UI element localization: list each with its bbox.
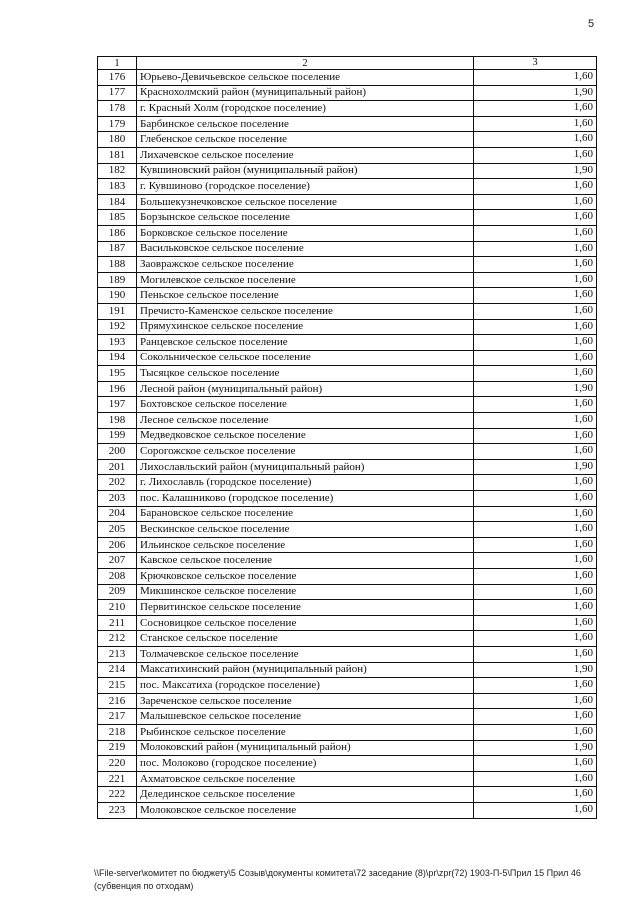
table-row [98,522,597,538]
row-municipality-name: г. Красный Холм (городское поселение) [137,101,474,117]
table-row [98,381,597,397]
row-coefficient-value: 1,60 [474,771,597,787]
row-municipality-name: г. Кувшиново (городское поселение) [137,179,474,195]
row-coefficient-value: 1,60 [474,350,597,366]
row-number: 203 [98,491,137,507]
row-municipality-name: Борзынское сельское поселение [137,210,474,226]
row-coefficient-value: 1,90 [474,662,597,678]
row-municipality-name: Могилевское сельское поселение [137,272,474,288]
row-number: 206 [98,537,137,553]
table-row [98,194,597,210]
row-number: 207 [98,553,137,569]
row-municipality-name: Сорогожское сельское поселение [137,444,474,460]
table-row [98,210,597,226]
row-coefficient-value: 1,60 [474,397,597,413]
table-row [98,709,597,725]
row-coefficient-value: 1,60 [474,179,597,195]
row-coefficient-value: 1,60 [474,288,597,304]
row-municipality-name: Юрьево-Девичьевское сельское поселение [137,70,474,86]
table-row [98,350,597,366]
table-row [98,428,597,444]
row-number: 202 [98,475,137,491]
row-number: 209 [98,584,137,600]
document-footer [94,867,614,893]
table-row [98,600,597,616]
row-municipality-name: Сокольническое сельское поселение [137,350,474,366]
row-number: 186 [98,225,137,241]
row-coefficient-value: 1,60 [474,132,597,148]
table-row [98,397,597,413]
row-number: 216 [98,693,137,709]
table-row [98,802,597,818]
row-number: 217 [98,709,137,725]
row-municipality-name: пос. Калашниково (городское поселение) [137,491,474,507]
table-row [98,303,597,319]
table-row [98,756,597,772]
row-municipality-name: Молоковское сельское поселение [137,802,474,818]
row-coefficient-value: 1,60 [474,537,597,553]
row-coefficient-value: 1,60 [474,646,597,662]
row-municipality-name: Первитинское сельское поселение [137,600,474,616]
row-number: 190 [98,288,137,304]
table-row [98,101,597,117]
row-municipality-name: Лихачевское сельское поселение [137,147,474,163]
row-coefficient-value: 1,60 [474,241,597,257]
row-municipality-name: Молоковский район (муниципальный район) [137,740,474,756]
row-municipality-name: Краснохолмский район (муниципальный район) [137,85,474,101]
footer-file-path: \\File-server\комитет по бюджету\5 Созыв\документы комитета\72 заседание (8)\pr\zpr(72) 1903-П-5\Прил 15 Прил 46 [94,868,581,878]
row-coefficient-value: 1,60 [474,335,597,351]
row-municipality-name: Делединское сельское поселение [137,787,474,803]
table-row [98,444,597,460]
row-coefficient-value: 1,60 [474,413,597,429]
table-row [98,225,597,241]
row-coefficient-value: 1,60 [474,194,597,210]
row-coefficient-value: 1,60 [474,553,597,569]
table-row [98,132,597,148]
row-coefficient-value: 1,90 [474,381,597,397]
row-number: 218 [98,724,137,740]
table-header-row [98,57,597,70]
table-row [98,179,597,195]
row-municipality-name: Глебенское сельское поселение [137,132,474,148]
row-coefficient-value: 1,60 [474,678,597,694]
table-row [98,506,597,522]
row-number: 205 [98,522,137,538]
header-col-3: 3 [474,57,597,70]
row-number: 213 [98,646,137,662]
row-coefficient-value: 1,60 [474,210,597,226]
row-municipality-name: Тысяцкое сельское поселение [137,366,474,382]
row-number: 181 [98,147,137,163]
row-municipality-name: Крючковское сельское поселение [137,569,474,585]
row-municipality-name: Станское сельское поселение [137,631,474,647]
footer-note: (субвенция по отходам) [94,881,194,891]
row-number: 219 [98,740,137,756]
row-coefficient-value: 1,60 [474,615,597,631]
row-coefficient-value: 1,60 [474,116,597,132]
table-row [98,724,597,740]
row-number: 179 [98,116,137,132]
row-number: 183 [98,179,137,195]
table-row [98,272,597,288]
header-col-1: 1 [98,57,137,70]
table-row [98,740,597,756]
table-row [98,787,597,803]
table-row [98,147,597,163]
row-number: 223 [98,802,137,818]
row-coefficient-value: 1,90 [474,163,597,179]
row-number: 182 [98,163,137,179]
row-municipality-name: г. Лихославль (городское поселение) [137,475,474,491]
row-municipality-name: Толмачевское сельское поселение [137,646,474,662]
row-coefficient-value: 1,90 [474,740,597,756]
row-municipality-name: Вескинское сельское поселение [137,522,474,538]
row-number: 192 [98,319,137,335]
row-number: 201 [98,459,137,475]
table-row [98,413,597,429]
row-municipality-name: Пеньское сельское поселение [137,288,474,304]
row-number: 221 [98,771,137,787]
row-municipality-name: Барбинское сельское поселение [137,116,474,132]
row-municipality-name: Васильковское сельское поселение [137,241,474,257]
row-number: 204 [98,506,137,522]
row-coefficient-value: 1,60 [474,600,597,616]
row-municipality-name: Кувшиновский район (муниципальный район) [137,163,474,179]
row-coefficient-value: 1,60 [474,787,597,803]
row-coefficient-value: 1,60 [474,319,597,335]
row-number: 184 [98,194,137,210]
row-municipality-name: Ранцевское сельское поселение [137,335,474,351]
table-row [98,335,597,351]
row-municipality-name: Рыбинское сельское поселение [137,724,474,740]
row-municipality-name: Лесной район (муниципальный район) [137,381,474,397]
table-row [98,319,597,335]
row-municipality-name: Заовражское сельское поселение [137,257,474,273]
row-number: 220 [98,756,137,772]
row-coefficient-value: 1,90 [474,459,597,475]
row-number: 208 [98,569,137,585]
row-municipality-name: Прямухинское сельское поселение [137,319,474,335]
row-municipality-name: Микшинское сельское поселение [137,584,474,600]
table-row [98,569,597,585]
row-municipality-name: Пречисто-Каменское сельское поселение [137,303,474,319]
row-coefficient-value: 1,60 [474,225,597,241]
row-coefficient-value: 1,60 [474,70,597,86]
header-col-2: 2 [137,57,474,70]
row-number: 178 [98,101,137,117]
table-row [98,257,597,273]
row-number: 211 [98,615,137,631]
row-municipality-name: Медведковское сельское поселение [137,428,474,444]
row-coefficient-value: 1,60 [474,802,597,818]
table-row [98,631,597,647]
table-body [98,57,597,819]
table-row [98,678,597,694]
row-coefficient-value: 1,60 [474,303,597,319]
row-coefficient-value: 1,60 [474,693,597,709]
row-number: 214 [98,662,137,678]
row-coefficient-value: 1,60 [474,101,597,117]
table-row [98,584,597,600]
row-municipality-name: Малышевское сельское поселение [137,709,474,725]
row-coefficient-value: 1,60 [474,147,597,163]
table-row [98,537,597,553]
table-row [98,553,597,569]
row-municipality-name: Лихославльский район (муниципальный район) [137,459,474,475]
row-municipality-name: Максатихинский район (муниципальный район) [137,662,474,678]
table-row [98,459,597,475]
row-coefficient-value: 1,60 [474,366,597,382]
row-municipality-name: Борковское сельское поселение [137,225,474,241]
row-number: 193 [98,335,137,351]
row-coefficient-value: 1,60 [474,709,597,725]
row-number: 187 [98,241,137,257]
table-row [98,85,597,101]
table-row [98,771,597,787]
page-number: 5 [588,18,595,30]
row-coefficient-value: 1,60 [474,584,597,600]
row-number: 189 [98,272,137,288]
row-number: 210 [98,600,137,616]
row-municipality-name: пос. Максатиха (городское поселение) [137,678,474,694]
row-number: 176 [98,70,137,86]
table-row [98,693,597,709]
row-number: 215 [98,678,137,694]
row-number: 212 [98,631,137,647]
row-coefficient-value: 1,60 [474,475,597,491]
row-coefficient-value: 1,60 [474,444,597,460]
table-row [98,662,597,678]
row-coefficient-value: 1,60 [474,257,597,273]
row-municipality-name: Лесное сельское поселение [137,413,474,429]
table-row [98,241,597,257]
row-municipality-name: Барановское сельское поселение [137,506,474,522]
row-number: 199 [98,428,137,444]
row-coefficient-value: 1,60 [474,272,597,288]
row-number: 196 [98,381,137,397]
row-coefficient-value: 1,60 [474,506,597,522]
row-municipality-name: Ахматовское сельское поселение [137,771,474,787]
row-municipality-name: пос. Молоково (городское поселение) [137,756,474,772]
appendix-table [97,56,597,819]
table-row [98,646,597,662]
row-number: 195 [98,366,137,382]
table-row [98,475,597,491]
row-coefficient-value: 1,60 [474,724,597,740]
row-municipality-name: Большекузнечковское сельское поселение [137,194,474,210]
row-number: 188 [98,257,137,273]
row-number: 200 [98,444,137,460]
row-number: 180 [98,132,137,148]
row-coefficient-value: 1,60 [474,522,597,538]
row-coefficient-value: 1,60 [474,756,597,772]
row-coefficient-value: 1,90 [474,85,597,101]
table-row [98,615,597,631]
row-municipality-name: Ильинское сельское поселение [137,537,474,553]
row-number: 194 [98,350,137,366]
row-municipality-name: Зареченское сельское поселение [137,693,474,709]
row-municipality-name: Кавское сельское поселение [137,553,474,569]
row-municipality-name: Сосновицкое сельское поселение [137,615,474,631]
table-row [98,491,597,507]
row-coefficient-value: 1,60 [474,428,597,444]
row-number: 197 [98,397,137,413]
table-row [98,116,597,132]
row-number: 185 [98,210,137,226]
row-number: 222 [98,787,137,803]
row-coefficient-value: 1,60 [474,491,597,507]
row-number: 191 [98,303,137,319]
table-row [98,70,597,86]
row-coefficient-value: 1,60 [474,631,597,647]
row-number: 198 [98,413,137,429]
table-row [98,163,597,179]
table-row [98,288,597,304]
table-row [98,366,597,382]
row-coefficient-value: 1,60 [474,569,597,585]
row-number: 177 [98,85,137,101]
row-municipality-name: Бохтовское сельское поселение [137,397,474,413]
